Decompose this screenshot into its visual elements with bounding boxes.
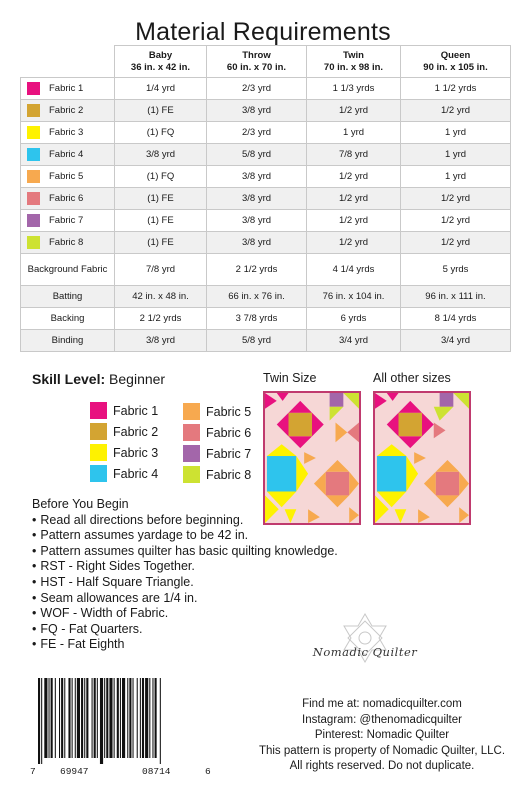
page-title: Material Requirements [135,18,391,46]
table-cell: 1/2 yrd [401,188,511,210]
table-cell: 1/2 yrd [307,100,401,122]
fabric-legend-left [90,400,158,484]
table-cell: 3/8 yrd [115,144,207,166]
legend-label: Fabric 2 [113,424,159,439]
table-cell: 3/8 yrd [207,166,307,188]
table-cell: 1/2 yrd [307,166,401,188]
row-label-text: Fabric 3 [49,127,84,138]
row-label-text: Backing [50,312,85,324]
legend-item [90,463,158,484]
row-label-text: Fabric 4 [49,149,84,160]
property-line: This pattern is property of Nomadic Quilter, LLC. [258,744,506,757]
table-cell: 3/8 yrd [207,210,307,232]
color-swatch [27,104,40,117]
nomadic-quilter-logo [306,608,424,683]
table-cell: 3/8 yrd [207,188,307,210]
instruction-item: • Read all directions before beginning. [32,513,338,529]
instruction-item: • HST - Half Square Triangle. [32,575,338,591]
twin-size-label: Twin Size [263,371,317,385]
table-cell: 1 yrd [307,122,401,144]
website-line: Find me at: nomadicquilter.com [302,698,462,710]
before-you-begin [32,497,338,653]
table-row [21,286,511,308]
table-cell: (1) FE [115,188,207,210]
color-swatch [27,192,40,205]
row-label [21,232,115,254]
column-header-baby: Baby 36 in. x 42 in. [115,46,207,78]
table-row [21,166,511,188]
legend-label: Fabric 8 [206,467,252,482]
row-label-text: Fabric 2 [49,105,84,116]
instruction-item: • Pattern assumes quilter has basic quilting knowledge. [32,544,338,560]
instruction-item: • RST - Right Sides Together. [32,559,338,575]
table-cell: 2/3 yrd [207,122,307,144]
skill-level-value: Beginner [109,371,166,387]
table-cell: 3/4 yrd [307,330,401,352]
row-label [21,144,115,166]
table-cell: (1) FE [115,210,207,232]
table-row [21,122,511,144]
table-cell: 96 in. x 111 in. [401,286,511,308]
table-row [21,144,511,166]
other-sizes-label: All other sizes [373,371,451,385]
table-row [21,78,511,100]
legend-item [90,442,158,463]
material-requirements-table [20,45,511,352]
row-label-text: Fabric 7 [49,215,84,226]
legend-item [183,443,251,464]
table-cell: 1 yrd [401,122,511,144]
table-cell: (1) FQ [115,122,207,144]
table-cell: 1/4 yrd [115,78,207,100]
row-label [21,254,115,286]
legend-label: Fabric 5 [206,404,252,419]
table-cell: 1/2 yrd [401,100,511,122]
table-cell: 2/3 yrd [207,78,307,100]
table-cell: (1) FE [115,100,207,122]
table-cell: 4 1/4 yrds [307,254,401,286]
contact-info [248,697,516,775]
barcode-digit-lead: 7 [30,766,36,777]
table-row [21,232,511,254]
instruction-item: • WOF - Width of Fabric. [32,606,338,622]
row-label-text: Fabric 1 [49,83,84,94]
row-label [21,122,115,144]
table-corner [21,46,115,78]
table-cell: 7/8 yrd [307,144,401,166]
table-cell: 1/2 yrd [307,210,401,232]
table-cell: 1/2 yrd [401,210,511,232]
skill-level [32,371,165,387]
legend-label: Fabric 7 [206,446,252,461]
legend-item [90,400,158,421]
legend-item [183,401,251,422]
row-label-text: Binding [51,334,84,346]
row-label-text: Fabric 5 [49,171,84,182]
row-label [21,286,115,308]
table-cell: 1/2 yrd [401,232,511,254]
legend-swatch [183,424,200,441]
table-cell: 1 1/2 yrds [401,78,511,100]
table-cell: 76 in. x 104 in. [307,286,401,308]
barcode-digits-left: 69947 [60,766,89,777]
legend-item [183,464,251,485]
table-cell: 2 1/2 yrds [207,254,307,286]
table-cell: 42 in. x 48 in. [115,286,207,308]
legend-label: Fabric 1 [113,403,159,418]
fabric-legend-right [183,401,251,485]
color-swatch [27,82,40,95]
table-cell: 1/2 yrd [307,188,401,210]
instruction-item: • Seam allowances are 1/4 in. [32,591,338,607]
row-label-text: Batting [52,290,83,302]
row-label [21,188,115,210]
legend-swatch [183,403,200,420]
logo-text: Nomadic Quilter [312,645,418,659]
legend-swatch [183,466,200,483]
legend-swatch [90,465,107,482]
table-cell: 7/8 yrd [115,254,207,286]
table-row [21,308,511,330]
barcode-digits-right: 08714 [142,766,171,777]
table-cell: 5/8 yrd [207,330,307,352]
legend-swatch [183,445,200,462]
legend-label: Fabric 6 [206,425,252,440]
table-cell: 5/8 yrd [207,144,307,166]
legend-swatch [90,423,107,440]
barcode [30,678,212,778]
table-cell: 1 yrd [401,166,511,188]
table-cell: (1) FE [115,232,207,254]
table-row [21,254,511,286]
table-cell: 66 in. x 76 in. [207,286,307,308]
color-swatch [27,170,40,183]
table-cell: 5 yrds [401,254,511,286]
table-cell: 1 yrd [401,144,511,166]
barcode-bars [30,678,212,764]
instruction-item: • FE - Fat Eighth [32,637,338,653]
column-header-throw: Throw 60 in. x 70 in. [207,46,307,78]
table-cell: 2 1/2 yrds [115,308,207,330]
other-sizes-quilt-diagram [373,391,471,525]
legend-item [90,421,158,442]
table-cell: 3/8 yrd [207,100,307,122]
column-header-twin: Twin 70 in. x 98 in. [307,46,401,78]
before-you-begin-heading: Before You Begin [32,497,129,511]
table-cell: 1 1/3 yrds [307,78,401,100]
row-label-text: Fabric 8 [49,237,84,248]
row-label [21,330,115,352]
color-swatch [27,148,40,161]
table-cell: 3 7/8 yrds [207,308,307,330]
table-row [21,210,511,232]
table-cell: 3/4 yrd [401,330,511,352]
table-cell: 3/8 yrd [207,232,307,254]
legend-swatch [90,402,107,419]
table-cell: 6 yrds [307,308,401,330]
pinterest-line: Pinterest: Nomadic Quilter [314,729,450,742]
skill-level-label: Skill Level: [32,371,106,387]
rights-line: All rights reserved. Do not duplicate. [289,760,475,773]
color-swatch [27,236,40,249]
row-label [21,210,115,232]
legend-swatch [90,444,107,461]
row-label-text: Background Fabric [27,263,108,275]
legend-item [183,422,251,443]
table-row [21,188,511,210]
table-row [21,100,511,122]
table-header-row [21,46,511,78]
row-label [21,166,115,188]
row-label-text: Fabric 6 [49,193,84,204]
color-swatch [27,126,40,139]
row-label [21,78,115,100]
instruction-item: • FQ - Fat Quarters. [32,622,338,638]
legend-label: Fabric 3 [113,445,159,460]
barcode-digit-check: 6 [205,766,211,777]
instagram-line: Instagram: @thenomadicquilter [302,713,462,726]
table-row [21,330,511,352]
table-cell: (1) FQ [115,166,207,188]
legend-label: Fabric 4 [113,466,159,481]
color-swatch [27,214,40,227]
column-header-queen: Queen 90 in. x 105 in. [401,46,511,78]
table-cell: 1/2 yrd [307,232,401,254]
table-cell: 8 1/4 yrds [401,308,511,330]
table-cell: 3/8 yrd [115,330,207,352]
row-label [21,100,115,122]
row-label [21,308,115,330]
instruction-item: • Pattern assumes yardage to be 42 in. [32,528,338,544]
